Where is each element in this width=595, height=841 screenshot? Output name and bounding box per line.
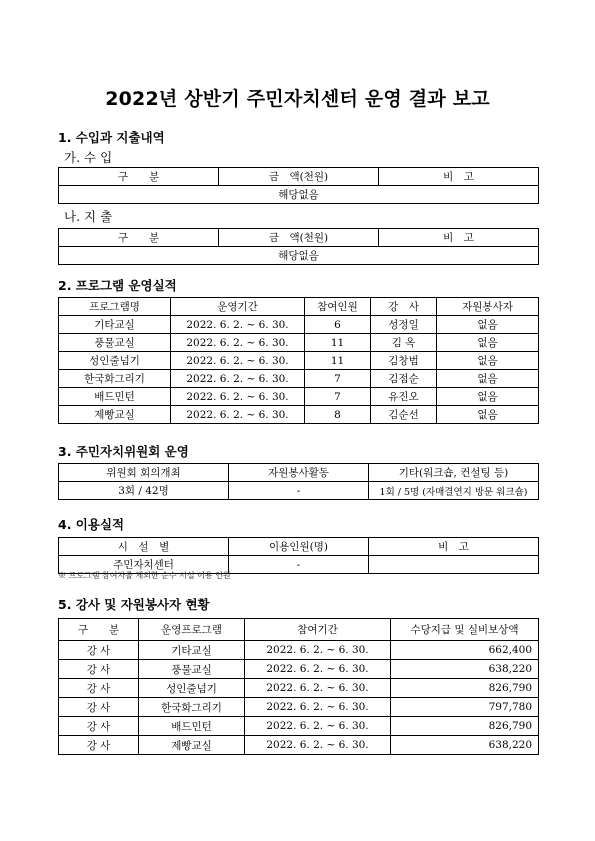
table-row [59,370,539,388]
table-cell: 없음 [437,334,539,352]
table-row [59,717,539,736]
table-cell: 3회 / 42명 [59,482,229,500]
table-cell: 김 옥 [371,334,437,352]
table-cell: 2022. 6. 2. ∼ 6. 30. [245,698,391,717]
table-header-cell: 위원회 회의개최 [59,464,229,482]
table-header-cell: 수당지급 및 실비보상액 [391,619,539,641]
table-cell: 한국화그리기 [139,698,245,717]
section-4-heading: 4. 이용실적 [58,517,125,532]
table-cell: 8 [305,406,371,424]
table-cell: 638,220 [391,660,539,679]
table-row [59,388,539,406]
table-header-cell: 운영프로그램 [139,619,245,641]
table-header-cell: 금 액(천원) [219,229,379,247]
table-cell: 강 사 [59,717,139,736]
table-row [59,334,539,352]
table-cell: 배드민턴 [59,388,171,406]
table-cell: 1회 / 5명 (자매결연지 방문 워크숍) [369,482,539,500]
table-cell: 기타교실 [139,641,245,660]
table-cell: 없음 [437,316,539,334]
empty-cell: 해당없음 [59,186,539,204]
table-cell: 없음 [437,388,539,406]
table-cell: - [229,482,369,500]
table-header-cell: 운영기간 [171,298,305,316]
table-header-row [59,538,539,556]
table-row [59,679,539,698]
table-cell: 7 [305,370,371,388]
table-row [59,698,539,717]
table-cell: 638,220 [391,736,539,755]
table-cell: 강 사 [59,698,139,717]
table-cell: 강 사 [59,641,139,660]
table-header-cell: 구 분 [59,619,139,641]
table-header-cell: 시 설 별 [59,538,229,556]
table-header-cell: 구 분 [59,168,219,186]
table-cell: 성인줄넘기 [59,352,171,370]
table-row [59,316,539,334]
table-cell: 2022. 6. 2. ∼ 6. 30. [245,736,391,755]
table-cell: 662,400 [391,641,539,660]
table-header-cell: 금 액(천원) [219,168,379,186]
usage-table [58,537,539,574]
program-table [58,297,539,424]
table-header-cell: 비 고 [379,229,539,247]
table-cell: 풍물교실 [59,334,171,352]
table-cell: 11 [305,352,371,370]
table-header-cell: 강 사 [371,298,437,316]
section-2-heading: 2. 프로그램 운영실적 [58,278,177,293]
table-cell: 2022. 6. 2. ∼ 6. 30. [171,316,305,334]
table-header-cell: 자원봉사활동 [229,464,369,482]
table-header-cell: 참여기간 [245,619,391,641]
table-cell: 한국화그리기 [59,370,171,388]
table-header-cell: 비 고 [369,538,539,556]
table-header-row [59,168,539,186]
table-cell: 없음 [437,370,539,388]
committee-table [58,463,539,500]
table-row [59,482,539,500]
table-cell: 2022. 6. 2. ∼ 6. 30. [245,679,391,698]
table-cell: 제빵교실 [59,406,171,424]
table-header-cell: 기타(워크숍, 컨설팅 등) [369,464,539,482]
table-row [59,406,539,424]
table-header-cell: 이용인원(명) [229,538,369,556]
table-cell: 기타교실 [59,316,171,334]
table-cell: 풍물교실 [139,660,245,679]
table-cell: 2022. 6. 2. ∼ 6. 30. [245,641,391,660]
table-cell: 강 사 [59,660,139,679]
table-cell: 유진오 [371,388,437,406]
table-cell: 제빵교실 [139,736,245,755]
table-cell: 강 사 [59,679,139,698]
table-cell: - [229,556,369,574]
table-row [59,660,539,679]
table-cell: 6 [305,316,371,334]
expense-label: 나. 지 출 [64,209,113,224]
table-cell: 강 사 [59,736,139,755]
table-cell: 2022. 6. 2. ∼ 6. 30. [171,352,305,370]
table-cell: 김순선 [371,406,437,424]
table-cell: 2022. 6. 2. ∼ 6. 30. [171,406,305,424]
section-5-heading: 5. 강사 및 자원봉사자 현황 [58,597,210,612]
table-cell: 김창범 [371,352,437,370]
table-row [59,352,539,370]
usage-note: ※ 프로그램 참여자를 제외한 순수 시설 이용 인원 [58,571,231,580]
table-header-row [59,229,539,247]
page-title: 2022년 상반기 주민자치센터 운영 결과 보고 [105,88,490,110]
table-header-cell: 자원봉사자 [437,298,539,316]
table-cell: 주민자치센터 [59,556,229,574]
table-row [59,247,539,265]
table-header-cell: 참여인원 [305,298,371,316]
table-cell: 2022. 6. 2. ∼ 6. 30. [245,717,391,736]
expense-table [58,228,539,265]
income-label: 가. 수 입 [64,150,113,165]
section-1-heading: 1. 수입과 지출내역 [58,130,165,145]
table-row [59,641,539,660]
table-row [59,736,539,755]
table-cell: 김점순 [371,370,437,388]
table-header-row [59,464,539,482]
table-cell [369,556,539,574]
table-cell: 성인줄넘기 [139,679,245,698]
table-cell: 2022. 6. 2. ∼ 6. 30. [171,370,305,388]
table-cell: 없음 [437,406,539,424]
instructor-table [58,618,539,755]
table-header-row [59,619,539,641]
table-header-cell: 구 분 [59,229,219,247]
table-cell: 2022. 6. 2. ∼ 6. 30. [171,388,305,406]
table-cell: 11 [305,334,371,352]
table-cell: 2022. 6. 2. ∼ 6. 30. [171,334,305,352]
table-header-row [59,298,539,316]
empty-cell: 해당없음 [59,247,539,265]
income-table [58,167,539,204]
table-cell: 826,790 [391,679,539,698]
table-header-cell: 프로그램명 [59,298,171,316]
table-cell: 826,790 [391,717,539,736]
table-cell: 797,780 [391,698,539,717]
table-cell: 7 [305,388,371,406]
table-row [59,186,539,204]
table-cell: 성정일 [371,316,437,334]
table-cell: 없음 [437,352,539,370]
table-cell: 2022. 6. 2. ∼ 6. 30. [245,660,391,679]
table-header-cell: 비 고 [379,168,539,186]
table-cell: 배드민턴 [139,717,245,736]
section-3-heading: 3. 주민자치위원회 운영 [58,444,189,459]
